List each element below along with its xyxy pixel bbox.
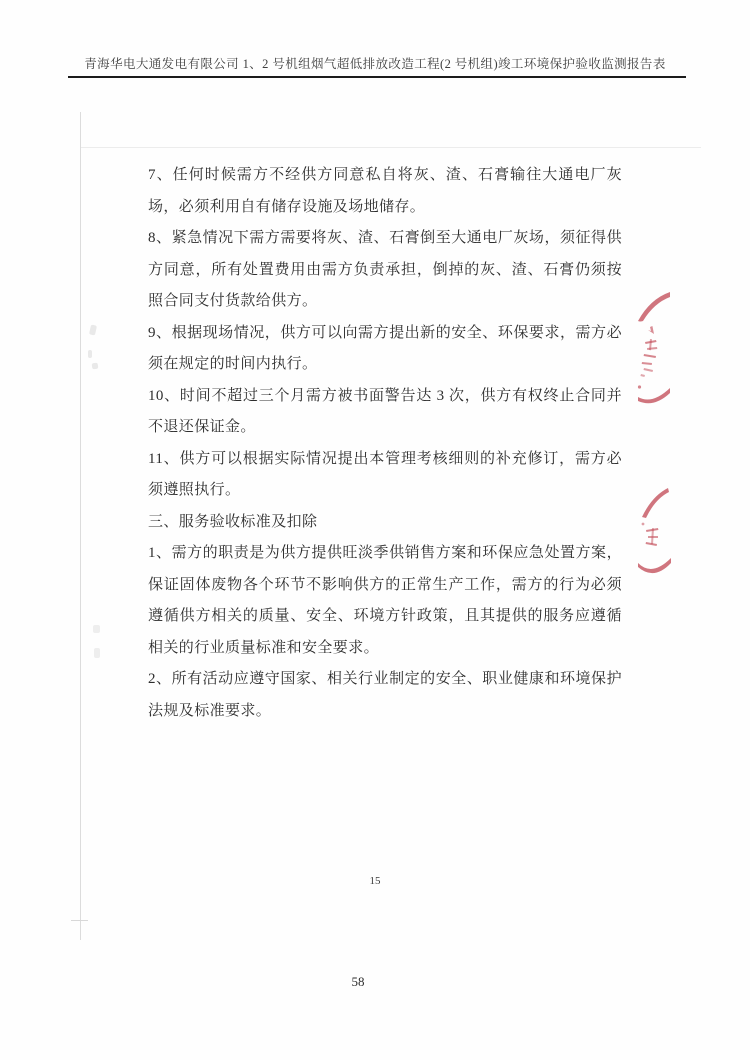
- header-rule: [68, 76, 686, 78]
- scan-smudge: [89, 324, 97, 335]
- section-heading: 三、服务验收标准及扣除: [148, 513, 318, 530]
- scan-edge-left: [80, 112, 81, 940]
- contract-paragraph-2: 2、所有活动应遵守国家、相关行业制定的安全、职业健康和环境保护法规及标准要求。: [148, 671, 622, 719]
- scan-smudge: [92, 363, 99, 370]
- red-seal-fragment-upper-icon: [636, 290, 672, 406]
- scan-smudge: [88, 350, 92, 358]
- contract-paragraph-7: 7、任何时候需方不经供方同意私自将灰、渣、石膏输往大通电厂灰场，必须利用自有储存设施及场地储存。: [148, 167, 622, 215]
- contract-paragraph-8: 8、紧急情况下需方需要将灰、渣、石膏倒至大通电厂灰场，须征得供方同意，所有处置费用由需方负责承担，倒掉的灰、渣、石膏仍须按照合同支付货款给供方。: [148, 230, 622, 309]
- contract-paragraph-11: 11、供方可以根据实际情况提出本管理考核细则的补充修订，需方必须遵照执行。: [148, 450, 622, 498]
- contract-paragraph-1: 1、需方的职责是为供方提供旺淡季供销售方案和环保应急处置方案，保证固体废物各个环节不影响供方的正常生产工作，需方的行为必须遵循供方相关的质量、安全、环境方针政策，且其提供的服务应遵循相关的行业质量标准和安全要求。: [148, 545, 622, 656]
- contract-text-block: [148, 160, 622, 727]
- inner-page-number: 15: [369, 875, 381, 887]
- contract-paragraph-9: 9、根据现场情况，供方可以向需方提出新的安全、环保要求，需方必须在规定的时间内执行。: [148, 324, 622, 372]
- red-seal-fragment-lower-icon: [634, 486, 672, 580]
- scan-smudge: [94, 648, 100, 658]
- report-header-title: 青海华电大通发电有限公司 1、2 号机组烟气超低排放改造工程(2 号机组)竣工环境保护验收监测报告表: [84, 57, 666, 71]
- contract-paragraph-10: 10、时间不超过三个月需方被书面警告达 3 次，供方有权终止合同并不退还保证金。: [148, 387, 622, 435]
- scan-edge-top: [81, 147, 701, 148]
- scan-smudge: [93, 625, 100, 633]
- footer-page-number: 58: [351, 974, 365, 989]
- scan-edge-tick: [71, 920, 88, 921]
